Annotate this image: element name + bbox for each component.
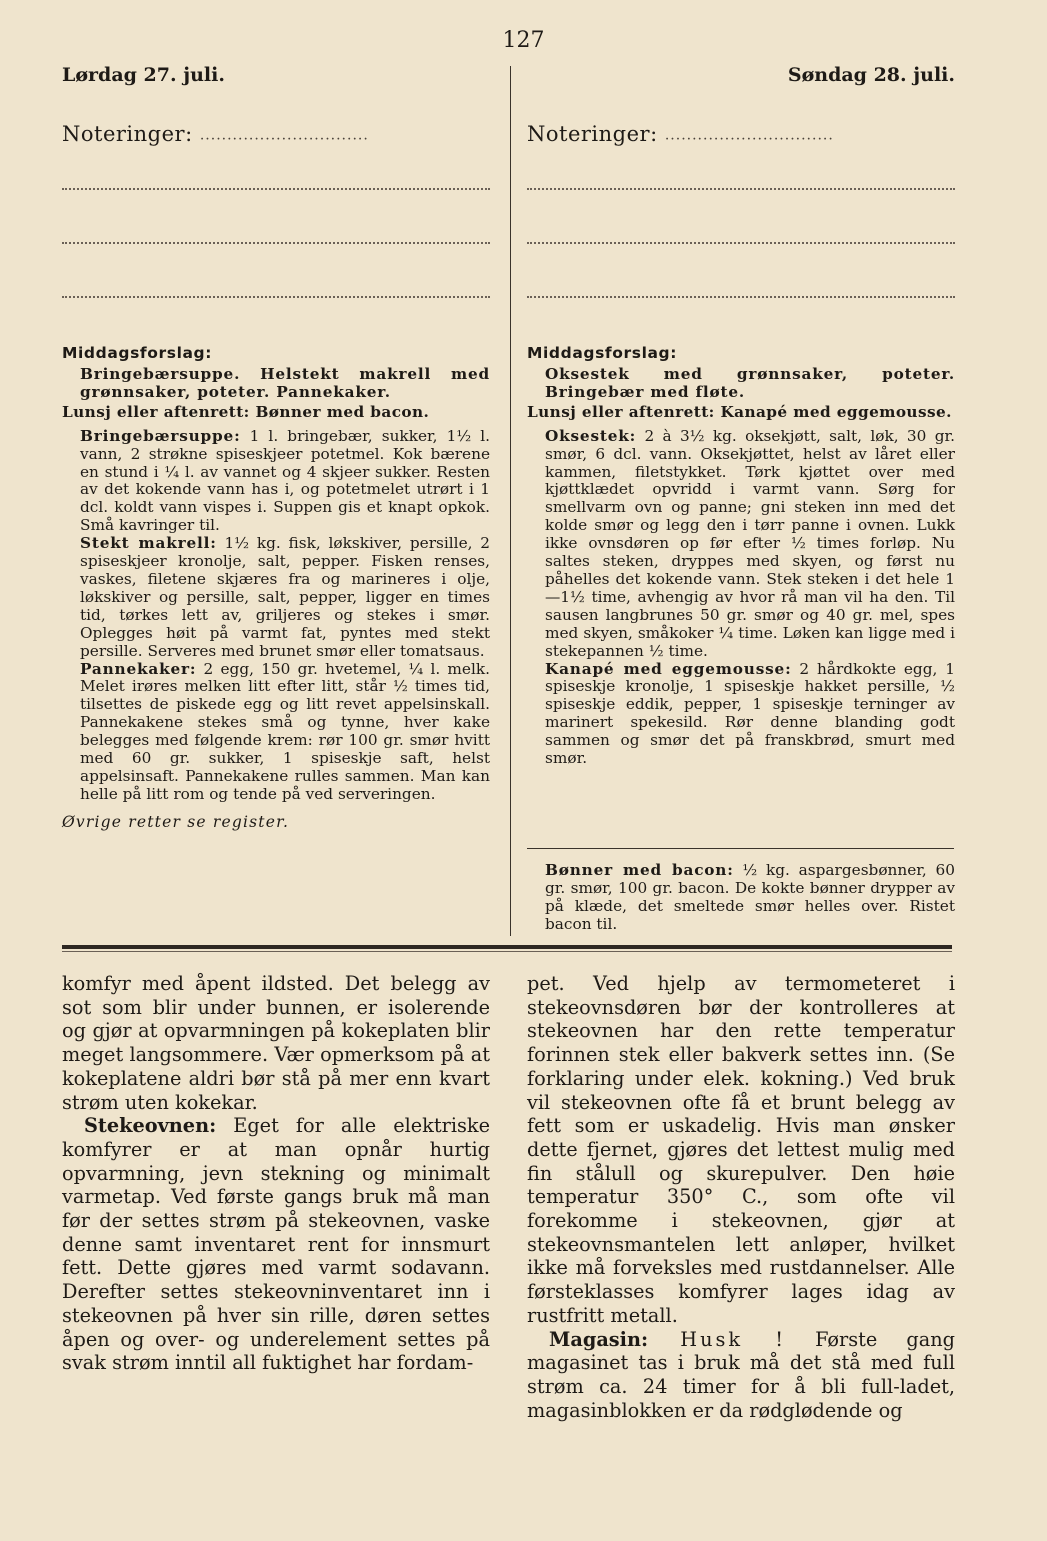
bottom-left-paragraph-1: komfyr med åpent ildsted. Det belegg av sot som blir under bunnen, er isolerende og gjør at opvarmningen på kokeplaten blir meget langsommere. Vær opmerksom på at kokeplatene aldri bør stå på mer enn kvart strøm uten kokekar.: [62, 972, 490, 1114]
left-ovrige-retter: Øvrige retter se register.: [62, 812, 290, 831]
right-recipe-2-name: Kanapé med eggemousse:: [545, 659, 792, 678]
right-section-rule: [527, 848, 954, 849]
right-notes-label: Noteringer:: [527, 122, 658, 146]
left-recipe-1-text: 1 l. bringebær, sukker, 1½ l. vann, 2 strøkne spiseskjeer potetmel. Kok bærene en stund i ¼ l. av vannet og 4 skjeer sukker. Resten av det kokende vann has i, og potetmelet utrørt i 1 dcl. koldt vann vispes i. Suppen gis et knapt opkok. Små kavringer til.: [80, 426, 490, 535]
column-divider: [510, 66, 511, 936]
right-note-line-1: [527, 186, 955, 190]
right-notes-header: [527, 122, 955, 146]
stekeovnen-heading: Stekeovnen:: [84, 1114, 217, 1138]
right-recipe-3-name: Bønner med bacon:: [545, 861, 734, 879]
right-lunsj-text: Lunsj eller aftenrett: Kanapé med eggemousse.: [527, 402, 952, 421]
right-recipe-3-text: ½ kg. aspargesbønner, 60 gr. smør, 100 gr. bacon. De kokte bønner drypper av på klæde, det smeltede smør helles over. Ristet bacon til.: [545, 861, 955, 933]
right-recipe-2-text: 2 hårdkokte egg, 1 spiseskje kronolje, 1 spiseskje hakket persille, ½ spiseskje eddik, pepper, 1 spiseskje terninger av marinert spekesild. Rør denne blanding godt sammen og smør det på franskbrød, smurt med smør.: [545, 659, 955, 768]
left-recipe-2-text: 1½ kg. fisk, løkskiver, persille, 2 spiseskjeer kronolje, salt, pepper. Fisken renses, vaskes, filetene skjæres fra og marineres i olje, løkskiver og persille, salt, pepper, ligger en times tid, tørkes lett av, griljeres og stekes i smør. Oplegges høit på varmt fat, pyntes med stekt persille. Serveres med brunet smør eller tomatsaus.: [80, 534, 490, 660]
right-note-line-3: [527, 294, 955, 298]
left-note-line-3: [62, 294, 490, 298]
section-separator-thin: [62, 951, 952, 952]
left-note-line-2: [62, 240, 490, 244]
magasin-text: Første gang magasinet tas i bruk må det stå med full strøm ca. 24 timer for å bli full-ladet, magasinblokken er da rødglødende og: [527, 1327, 955, 1422]
left-notes: [62, 122, 490, 146]
bottom-right-column: [527, 972, 955, 1422]
right-menu-block: [527, 344, 955, 768]
left-recipe-2-name: Stekt makrell:: [80, 534, 217, 553]
bottom-right-paragraph-2: [527, 1328, 955, 1423]
left-recipe-1-name: Bringebærsuppe:: [80, 426, 241, 445]
stekeovnen-text: Eget for alle elektriske komfyrer er at man opnår hurtig opvarmning, jevn stekning og minimalt varmetap. Ved første gangs bruk må man før der settes strøm på stekeovnen, vaske denne samt inventaret rent for innsmurt fett. Dette gjøres med varmt sodavann. Derefter settes stekeovninventaret inn i stekeovnen på hver sin rille, døren settes åpen og over- og underelement settes på svak strøm inntil all fuktighet har fordam-: [62, 1114, 490, 1375]
left-notes-label: Noteringer:: [62, 122, 193, 146]
right-notes-dots: ...............................: [664, 127, 834, 144]
right-recipe-3-block: [527, 862, 955, 934]
right-note-line-2: [527, 240, 955, 244]
page-number: 127: [502, 28, 545, 53]
left-menu-block: [62, 344, 490, 832]
husk-text: Husk !: [648, 1327, 786, 1351]
left-lunsj-text: Lunsj eller aftenrett: Bønner med bacon.: [62, 402, 430, 421]
left-recipe-1: [62, 428, 490, 535]
left-middag-text: Bringebærsuppe. Helstekt makrell med grønnsaker, poteter. Pannekaker.: [80, 365, 490, 401]
left-note-line-1: [62, 186, 490, 190]
left-notes-dots: ...............................: [199, 127, 369, 144]
day-heading-sunday: Søndag 28. juli.: [787, 64, 955, 86]
right-recipe-1: [527, 428, 955, 661]
right-recipe-1-text: 2 à 3½ kg. oksekjøtt, salt, løk, 30 gr. smør, 6 dcl. vann. Oksekjøttet, helst av låret eller kammen, filetstykket. Tørk kjøttet over med kjøttklædet opvridd i varmt vann. Sørg for smellvarm ovn og panne; gni steken inn med det kolde smør og legg den i tørr panne i ovnen. Lukk ikke ovnsdøren op før efter ½ times forløp. Nu saltes steken, dryppes med skyen, og først nu påhelles det kokende vann. Stek steken i det hele 1—1½ time, avhengig av hvor rå man vil ha den. Til sausen langbrunes 50 gr. smør og 40 gr. mel, spes med skyen, småkoker ¼ time. Løken kan ligge med i stekepannen ½ time.: [545, 426, 955, 660]
day-heading-saturday: Lørdag 27. juli.: [62, 64, 225, 86]
magasin-heading: Magasin:: [549, 1327, 649, 1351]
right-notes: [527, 122, 955, 146]
left-recipe-3-text: 2 egg, 150 gr. hvetemel, ¼ l. melk. Melet irøres melken litt efter litt, står ½ times tid, tilsettes de piskede egg og litt revet appelsinskall. Pannekakene stekes små og tynne, hver kake belegges med følgende krem: rør 100 gr. smør hvitt med 60 gr. sukker, 1 spiseskje saft, helst appelsinsaft. Pannekakene rulles sammen. Man kan helle på litt rom og tende på ved serveringen.: [80, 659, 490, 803]
section-separator-thick: [62, 945, 952, 949]
right-middag-label: Middagsforslag:: [527, 344, 678, 362]
right-middag-text: Oksestek med grønnsaker, poteter. Bringebær med fløte.: [545, 365, 955, 401]
left-middag-label: Middagsforslag:: [62, 344, 213, 362]
bottom-left-column: [62, 972, 490, 1375]
left-notes-header: [62, 122, 490, 146]
right-recipe-1-name: Oksestek:: [545, 426, 637, 445]
left-recipe-3: [62, 661, 490, 804]
right-recipe-3: [527, 862, 955, 934]
bottom-left-paragraph-2: [62, 1114, 490, 1375]
left-recipe-3-name: Pannekaker:: [80, 659, 197, 678]
bottom-right-paragraph-1: pet. Ved hjelp av termometeret i stekeovnsdøren bør der kontrolleres at stekeovnen har den rette temperatur forinnen stek eller bakverk settes inn. (Se forklaring under elek. kokning.) Ved bruk vil stekeovnen ofte få et brunt belegg av fett som er uskadelig. Hvis man ønsker dette fjernet, gjøres det lettest mulig med fin stålull og skurepulver. Den høie temperatur 350° C., som ofte vil forekomme i stekeovnen, gjør at stekeovnsmantelen lett anløper, hvilket ikke må forveksles med rustdannelser. Alle førsteklasses komfyrer lages idag av rustfritt metall.: [527, 972, 955, 1327]
left-recipe-2: [62, 535, 490, 660]
right-recipe-2: [527, 661, 955, 768]
